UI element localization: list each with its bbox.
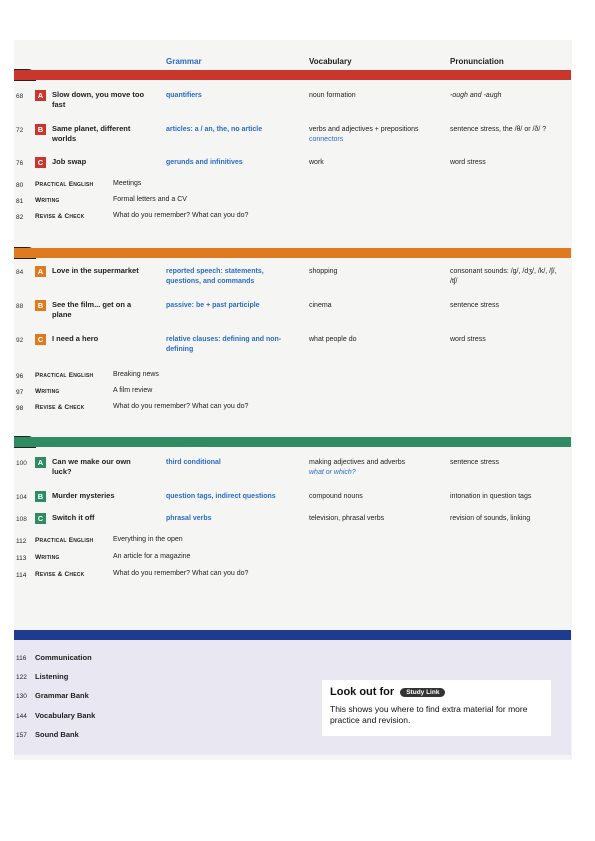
page-number: 76 bbox=[16, 160, 24, 167]
pronunciation-topic: word stress bbox=[450, 336, 486, 343]
pronunciation-topic: sentence stress bbox=[450, 459, 500, 466]
section-description: What do you remember? What can you do? bbox=[113, 212, 249, 219]
lesson-title: See the film... get on a plane bbox=[52, 300, 132, 319]
page-number: 108 bbox=[16, 516, 27, 523]
appendix-title: Vocabulary Bank bbox=[35, 711, 96, 720]
study-box-text: This shows you where to find extra material for more practice and revision. bbox=[330, 704, 528, 725]
page-number: 114 bbox=[16, 572, 27, 579]
study-link-badge: Study Link bbox=[400, 688, 445, 697]
appendix-title: Grammar Bank bbox=[35, 691, 89, 700]
pronunciation-topic: consonant sounds: /g/, /dʒ/, /k/, /ʃ/, /tʃ/ bbox=[450, 268, 557, 285]
vocabulary-topic: shopping bbox=[309, 268, 338, 275]
section-description: An article for a magazine bbox=[113, 553, 191, 560]
grammar-topic: gerunds and infinitives bbox=[166, 159, 243, 166]
page-number: 82 bbox=[16, 214, 24, 221]
page-number: 113 bbox=[16, 555, 27, 562]
grammar-topic: quantifiers bbox=[166, 92, 202, 99]
page-number: 68 bbox=[16, 93, 24, 100]
grammar-topic: question tags, indirect questions bbox=[166, 493, 276, 500]
pronunciation-topic: revision of sounds, linking bbox=[450, 515, 531, 522]
lesson-title: Slow down, you move too fast bbox=[52, 90, 145, 109]
vocabulary-topic: what people do bbox=[309, 336, 357, 343]
lesson-letter: A bbox=[35, 266, 46, 277]
lesson-letter: B bbox=[35, 300, 46, 311]
vocabulary-topic: television, phrasal verbs bbox=[309, 515, 385, 522]
grammar-topic: reported speech: statements, questions, and commands bbox=[166, 268, 264, 285]
page-number: 98 bbox=[16, 405, 24, 412]
vocabulary-header: Vocabulary bbox=[309, 57, 352, 66]
page-number: 100 bbox=[16, 460, 27, 467]
lesson-title: Same planet, different worlds bbox=[52, 124, 131, 143]
page-number: 112 bbox=[16, 538, 27, 545]
lesson-title: Can we make our own luck? bbox=[52, 457, 131, 476]
appendix-title: Sound Bank bbox=[35, 730, 79, 739]
pronunciation-topic: sentence stress, the /θ/ or /ð/ ? bbox=[450, 126, 547, 133]
page-number: 144 bbox=[16, 713, 27, 720]
practical-english-label: Practical English bbox=[35, 372, 94, 379]
lesson-title: Job swap bbox=[52, 157, 87, 166]
lesson-title: Switch it off bbox=[52, 513, 95, 522]
revise-check-label: Revise & Check bbox=[35, 571, 85, 578]
lesson-letter: A bbox=[35, 457, 46, 468]
pronunciation-topic: -ough and -augh bbox=[450, 92, 502, 99]
writing-label: Writing bbox=[35, 197, 60, 204]
section-description: Meetings bbox=[113, 180, 142, 187]
pronunciation-topic: intonation in question tags bbox=[450, 493, 532, 500]
page-number: 122 bbox=[16, 674, 27, 681]
grammar-topic: phrasal verbs bbox=[166, 515, 212, 522]
section-description: Breaking news bbox=[113, 371, 159, 378]
grammar-topic: articles: a / an, the, no article bbox=[166, 126, 263, 133]
section-description: Everything in the open bbox=[113, 536, 183, 543]
unit-7-bar bbox=[14, 437, 571, 447]
page-number: 97 bbox=[16, 389, 24, 396]
grammar-topic: third conditional bbox=[166, 459, 221, 466]
vocabulary-topic: verbs and adjectives + prepositions connectors bbox=[309, 126, 419, 143]
appendix-title: Listening bbox=[35, 672, 69, 681]
writing-label: Writing bbox=[35, 388, 60, 395]
grammar-header: Grammar bbox=[166, 57, 202, 66]
vocabulary-topic: work bbox=[309, 159, 324, 166]
page-number: 130 bbox=[16, 693, 27, 700]
appendix-title: Communication bbox=[35, 653, 92, 662]
lesson-letter: C bbox=[35, 157, 46, 168]
lesson-letter: A bbox=[35, 90, 46, 101]
page-number: 96 bbox=[16, 373, 24, 380]
pronunciation-topic: word stress bbox=[450, 159, 486, 166]
section-description: Formal letters and a CV bbox=[113, 196, 187, 203]
page-number: 72 bbox=[16, 127, 24, 134]
page-number: 80 bbox=[16, 182, 24, 189]
page-number: 88 bbox=[16, 303, 24, 310]
section-description: A film review bbox=[113, 387, 153, 394]
section-description: What do you remember? What can you do? bbox=[113, 403, 249, 410]
practical-english-label: Practical English bbox=[35, 181, 94, 188]
page-number: 104 bbox=[16, 494, 27, 501]
section-description: What do you remember? What can you do? bbox=[113, 570, 249, 577]
revise-check-label: Revise & Check bbox=[35, 404, 85, 411]
lesson-title: Murder mysteries bbox=[52, 491, 115, 500]
revise-check-label: Revise & Check bbox=[35, 213, 85, 220]
page-number: 92 bbox=[16, 337, 24, 344]
pronunciation-topic: sentence stress bbox=[450, 302, 500, 309]
lesson-letter: B bbox=[35, 124, 46, 135]
study-link-box bbox=[322, 680, 551, 736]
lesson-title: I need a hero bbox=[52, 334, 99, 343]
lesson-title: Love in the supermarket bbox=[52, 266, 139, 275]
grammar-topic: relative clauses: defining and non-defining bbox=[166, 336, 282, 353]
lesson-letter: C bbox=[35, 513, 46, 524]
vocabulary-topic: making adjectives and adverbs what or which? bbox=[309, 459, 406, 476]
unit-6-bar bbox=[14, 248, 571, 258]
page-number: 157 bbox=[16, 732, 27, 739]
unit-5-bar bbox=[14, 70, 571, 80]
grammar-topic: passive: be + past participle bbox=[166, 302, 260, 309]
page-number: 116 bbox=[16, 655, 27, 662]
vocabulary-topic: noun formation bbox=[309, 92, 356, 99]
practical-english-label: Practical English bbox=[35, 537, 94, 544]
vocabulary-topic: cinema bbox=[309, 302, 332, 309]
page-number: 84 bbox=[16, 269, 24, 276]
vocabulary-topic: compound nouns bbox=[309, 493, 363, 500]
writing-label: Writing bbox=[35, 554, 60, 561]
study-box-heading: Look out for Study Link bbox=[330, 686, 445, 698]
lesson-letter: B bbox=[35, 491, 46, 502]
pronunciation-header: Pronunciation bbox=[450, 57, 504, 66]
page-number: 81 bbox=[16, 198, 24, 205]
lesson-letter: C bbox=[35, 334, 46, 345]
